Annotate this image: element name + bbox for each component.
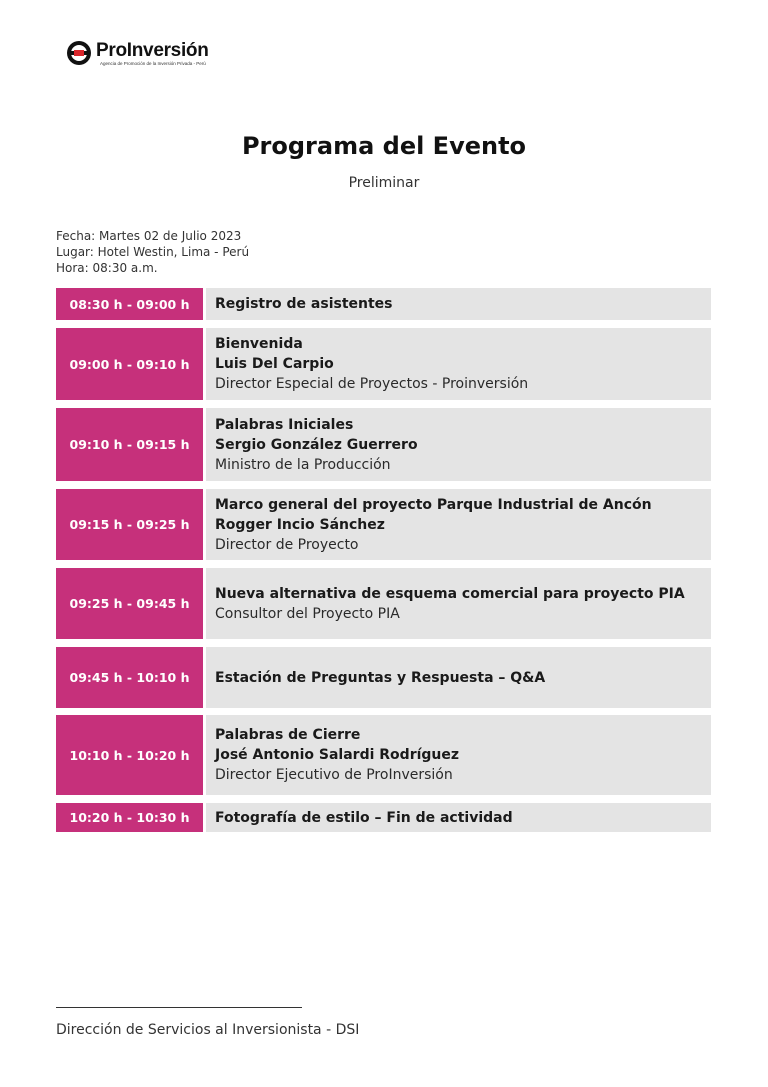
schedule-row	[56, 288, 711, 320]
logo-name: ProInversión	[96, 39, 209, 61]
schedule-content	[206, 408, 711, 481]
schedule-time: 09:00 h - 09:10 h	[56, 328, 203, 400]
schedule-content	[206, 803, 711, 832]
event-time: Hora: 08:30 a.m.	[56, 261, 158, 275]
schedule-heading: Estación de Preguntas y Respuesta – Q&A	[215, 669, 546, 686]
schedule-heading: Luis Del Carpio	[215, 356, 334, 372]
event-info	[56, 228, 249, 276]
schedule-heading: José Antonio Salardi Rodríguez	[215, 747, 460, 763]
schedule-heading: Fotografía de estilo – Fin de actividad	[215, 809, 513, 826]
event-location: Lugar: Hotel Westin, Lima - Perú	[56, 245, 250, 259]
schedule-detail: Director de Proyecto	[215, 536, 359, 553]
schedule-time: 10:10 h - 10:20 h	[56, 715, 203, 795]
page-title: Programa del Evento	[241, 132, 527, 160]
schedule-row	[56, 408, 711, 481]
schedule-detail: Director Especial de Proyectos - Proinversión	[215, 376, 529, 392]
schedule-detail: Consultor del Proyecto PIA	[215, 605, 400, 622]
schedule-heading: Palabras Iniciales	[215, 416, 354, 433]
schedule-content	[206, 288, 711, 320]
schedule-heading: Registro de asistentes	[215, 296, 393, 312]
schedule-heading: Nueva alternativa de esquema comercial para proyecto PIA	[215, 585, 685, 602]
schedule-detail: Ministro de la Producción	[215, 456, 391, 473]
schedule-content	[206, 568, 711, 639]
schedule-time: 08:30 h - 09:00 h	[56, 288, 203, 320]
footer-divider	[56, 1007, 302, 1008]
logo-tagline: Agencia de Promoción de la Inversión Privada - Perú	[100, 60, 206, 66]
schedule-detail: Director Ejecutivo de ProInversión	[215, 767, 453, 783]
schedule-time: 09:15 h - 09:25 h	[56, 489, 203, 560]
schedule-content	[206, 647, 711, 708]
schedule-row	[56, 568, 711, 639]
proinversion-logo-icon	[66, 40, 92, 66]
schedule-row	[56, 328, 711, 400]
schedule-heading: Bienvenida	[215, 336, 303, 352]
footer-text: Dirección de Servicios al Inversionista - DSI	[56, 1022, 360, 1038]
event-date: Fecha: Martes 02 de Julio 2023	[56, 229, 242, 243]
schedule-content	[206, 715, 711, 795]
schedule-row	[56, 715, 711, 795]
page-subtitle: Preliminar	[348, 175, 420, 191]
schedule-row	[56, 803, 711, 832]
schedule-heading: Marco general del proyecto Parque Industrial de Ancón	[215, 496, 652, 513]
schedule-time: 09:10 h - 09:15 h	[56, 408, 203, 481]
schedule-content	[206, 489, 711, 560]
schedule-heading: Palabras de Cierre	[215, 727, 361, 743]
schedule-heading: Rogger Incio Sánchez	[215, 516, 385, 533]
schedule-row	[56, 489, 711, 560]
schedule-time: 10:20 h - 10:30 h	[56, 803, 203, 832]
schedule-heading: Sergio González Guerrero	[215, 436, 418, 453]
schedule-time: 09:45 h - 10:10 h	[56, 647, 203, 708]
schedule-row	[56, 647, 711, 708]
schedule-time: 09:25 h - 09:45 h	[56, 568, 203, 639]
schedule-content	[206, 328, 711, 400]
logo	[66, 40, 209, 66]
